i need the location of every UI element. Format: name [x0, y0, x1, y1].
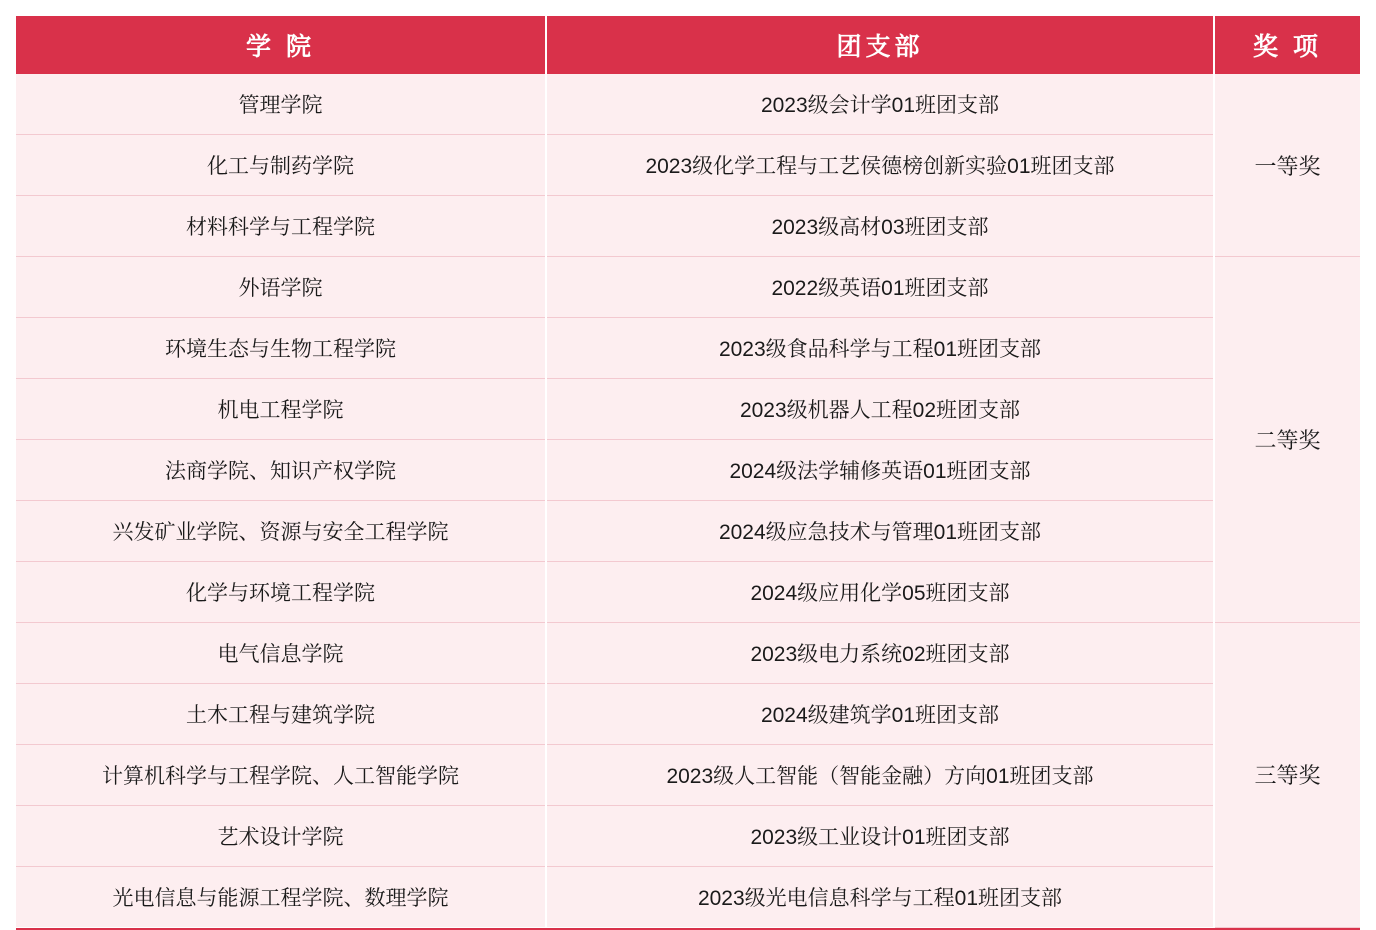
cell-branch: 2024级应急技术与管理01班团支部	[546, 501, 1214, 562]
cell-branch: 2023级食品科学与工程01班团支部	[546, 318, 1214, 379]
cell-college: 外语学院	[16, 257, 546, 318]
column-header-college: 学 院	[16, 16, 546, 74]
table-row	[16, 867, 1360, 928]
cell-branch: 2023级高材03班团支部	[546, 196, 1214, 257]
cell-branch: 2022级英语01班团支部	[546, 257, 1214, 318]
table-row	[16, 379, 1360, 440]
cell-award: 二等奖	[1214, 257, 1360, 623]
cell-branch: 2023级工业设计01班团支部	[546, 806, 1214, 867]
cell-college: 机电工程学院	[16, 379, 546, 440]
column-header-branch: 团支部	[546, 16, 1214, 74]
table-row	[16, 318, 1360, 379]
table-row	[16, 257, 1360, 318]
cell-branch: 2023级光电信息科学与工程01班团支部	[546, 867, 1214, 928]
award-table	[16, 16, 1360, 928]
cell-college: 兴发矿业学院、资源与安全工程学院	[16, 501, 546, 562]
cell-award: 三等奖	[1214, 623, 1360, 928]
cell-college: 光电信息与能源工程学院、数理学院	[16, 867, 546, 928]
cell-branch: 2024级法学辅修英语01班团支部	[546, 440, 1214, 501]
cell-college: 材料科学与工程学院	[16, 196, 546, 257]
table-row	[16, 501, 1360, 562]
cell-branch: 2023级电力系统02班团支部	[546, 623, 1214, 684]
cell-award: 一等奖	[1214, 74, 1360, 257]
cell-college: 土木工程与建筑学院	[16, 684, 546, 745]
table-header-row	[16, 16, 1360, 74]
cell-branch: 2023级机器人工程02班团支部	[546, 379, 1214, 440]
cell-college: 计算机科学与工程学院、人工智能学院	[16, 745, 546, 806]
table-row	[16, 196, 1360, 257]
cell-college: 艺术设计学院	[16, 806, 546, 867]
table-row	[16, 562, 1360, 623]
cell-branch: 2023级化学工程与工艺侯德榜创新实验01班团支部	[546, 135, 1214, 196]
cell-college: 环境生态与生物工程学院	[16, 318, 546, 379]
cell-college: 化学与环境工程学院	[16, 562, 546, 623]
cell-college: 法商学院、知识产权学院	[16, 440, 546, 501]
cell-branch: 2023级会计学01班团支部	[546, 74, 1214, 135]
table-row	[16, 74, 1360, 135]
table-row	[16, 806, 1360, 867]
cell-branch: 2024级应用化学05班团支部	[546, 562, 1214, 623]
table-row	[16, 745, 1360, 806]
cell-college: 电气信息学院	[16, 623, 546, 684]
table-header	[16, 16, 1360, 74]
cell-college: 管理学院	[16, 74, 546, 135]
table-row	[16, 440, 1360, 501]
table-row	[16, 684, 1360, 745]
cell-branch: 2023级人工智能（智能金融）方向01班团支部	[546, 745, 1214, 806]
table-row	[16, 135, 1360, 196]
table-row	[16, 623, 1360, 684]
table-body	[16, 74, 1360, 927]
cell-branch: 2024级建筑学01班团支部	[546, 684, 1214, 745]
table-bottom-rule	[16, 928, 1360, 930]
cell-college: 化工与制药学院	[16, 135, 546, 196]
column-header-award: 奖 项	[1214, 16, 1360, 74]
